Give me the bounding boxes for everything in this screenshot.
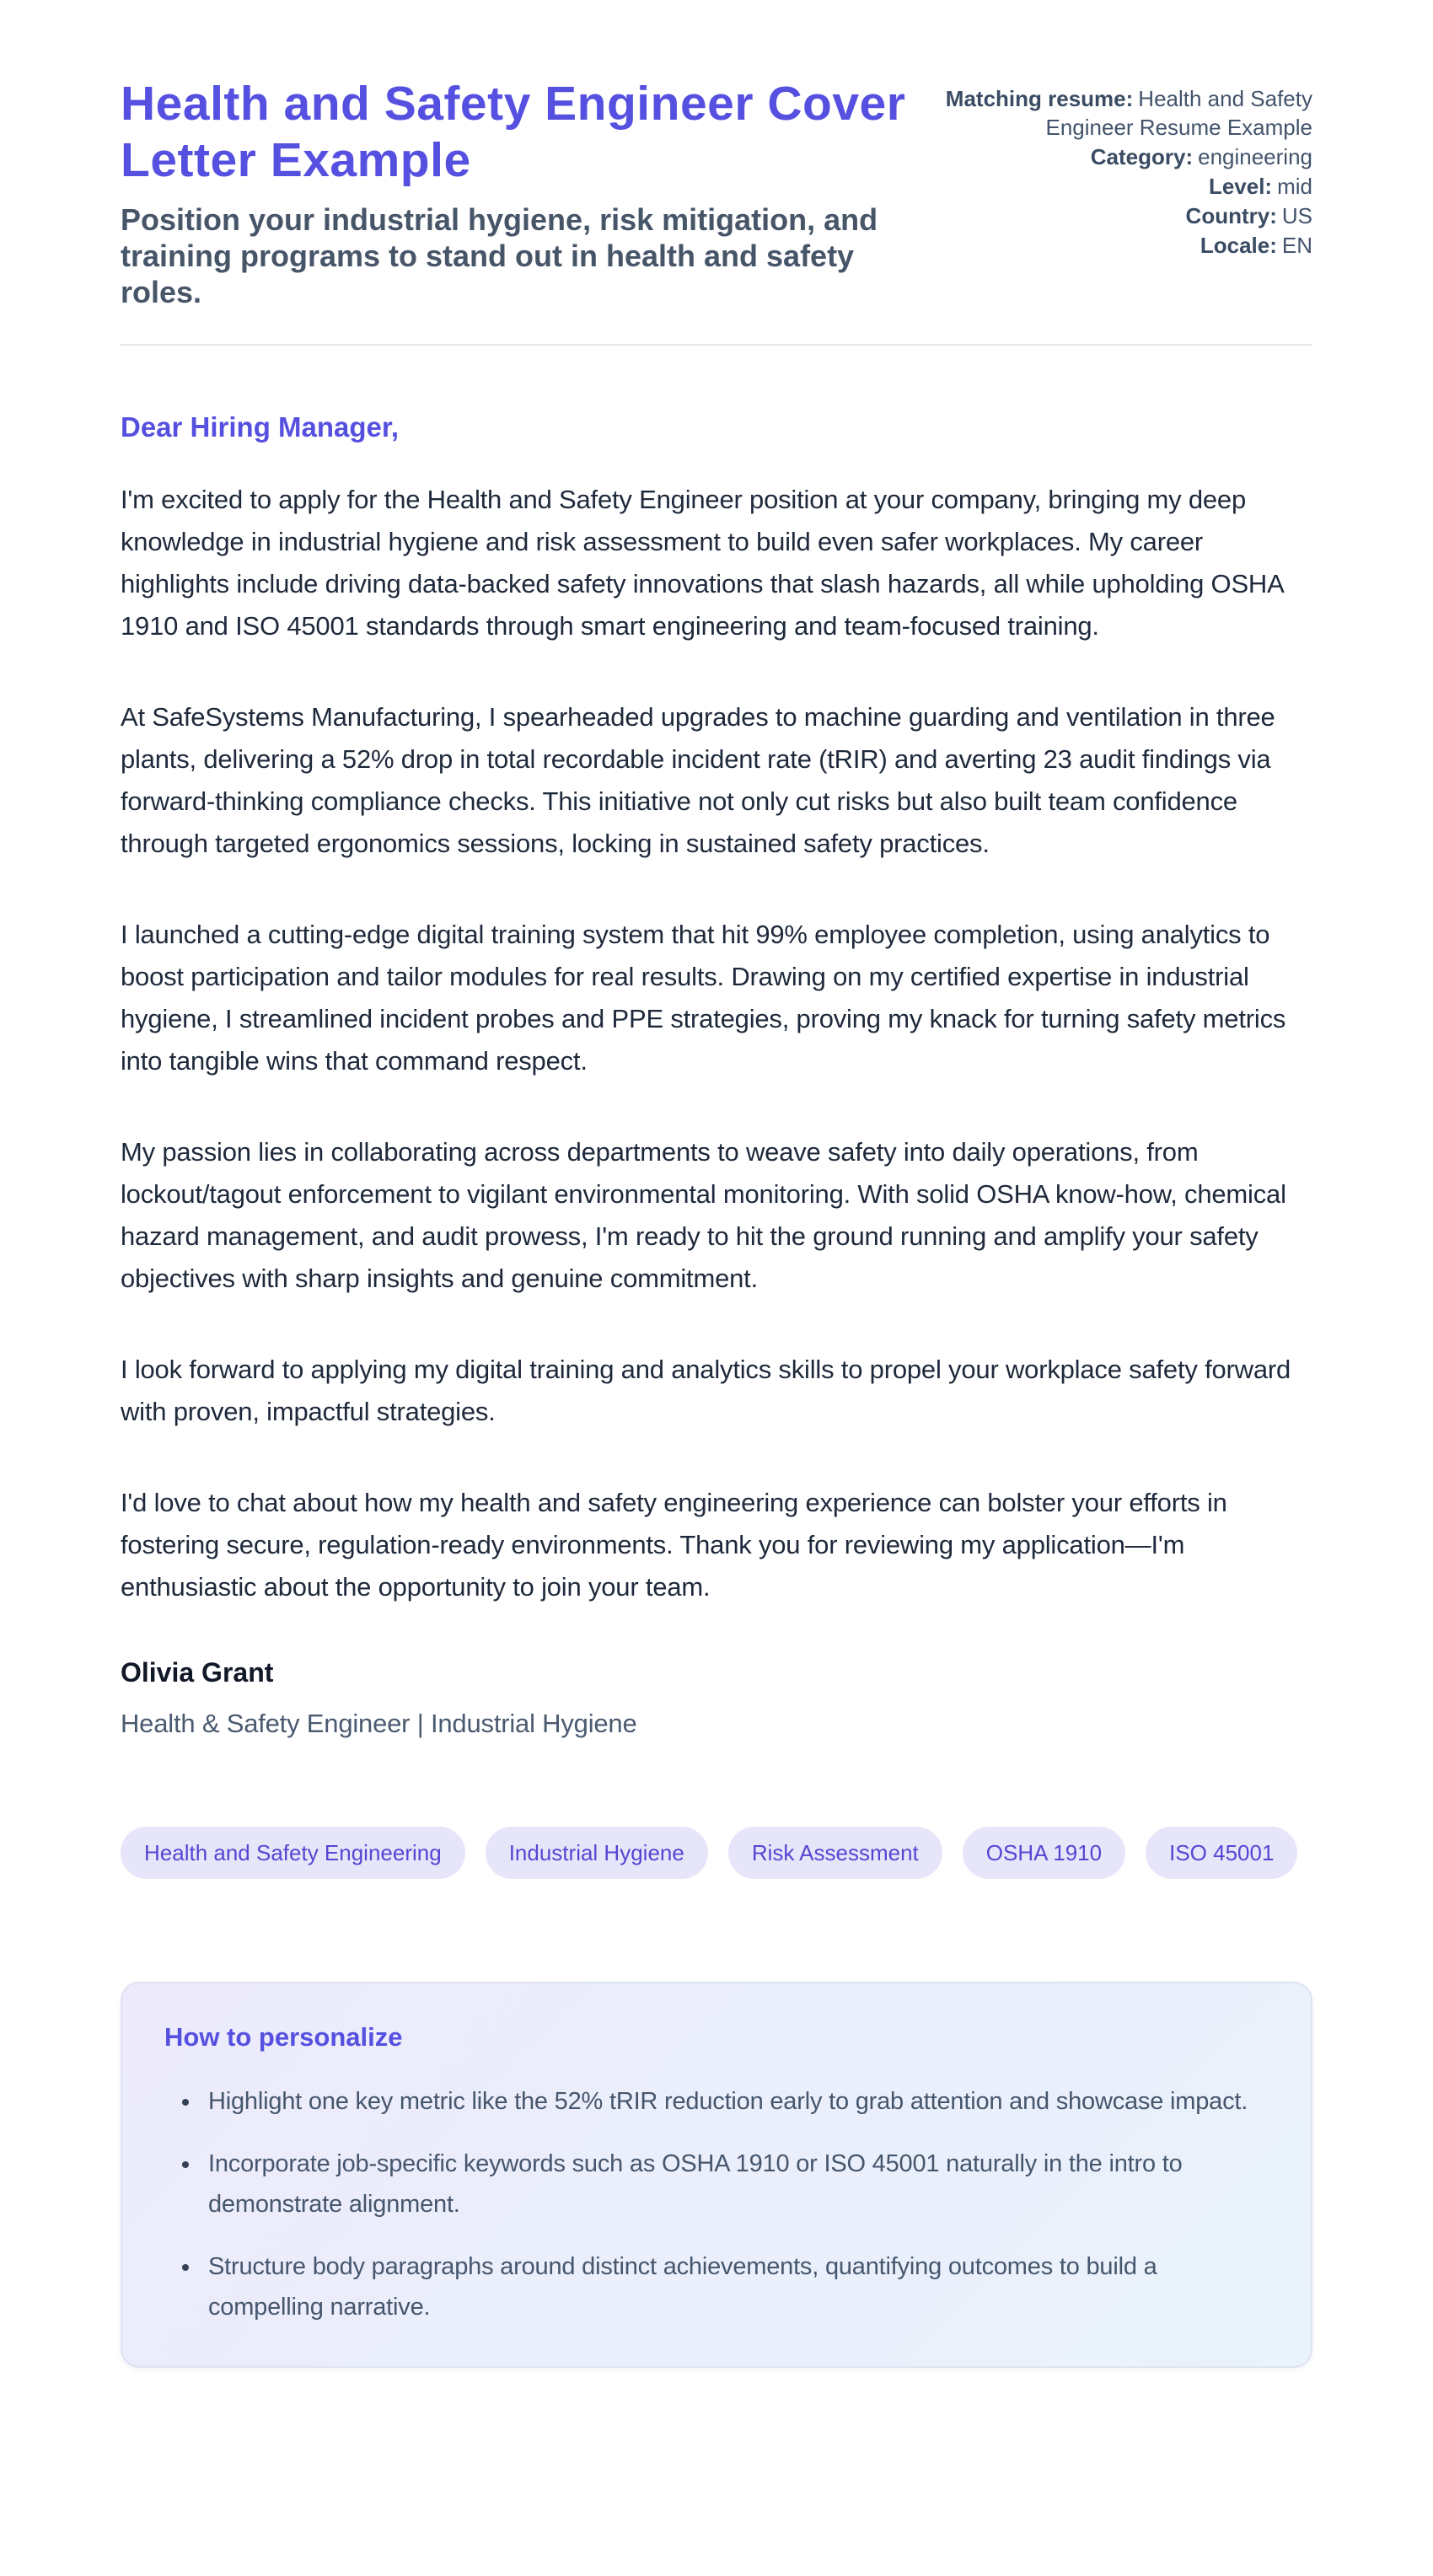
meta-value: Health and Safety Engineer Resume Example <box>1045 86 1312 140</box>
signature-title: Health & Safety Engineer | Industrial Hygiene <box>121 1709 637 1739</box>
tag-pill[interactable]: ISO 45001 <box>1146 1827 1297 1879</box>
tag-pill[interactable]: OSHA 1910 <box>963 1827 1125 1879</box>
meta-value: EN <box>1281 233 1312 258</box>
letter-body <box>121 411 1312 1739</box>
signature-name: Olivia Grant <box>121 1657 274 1688</box>
tag-list <box>121 1827 1312 1879</box>
meta-value: US <box>1281 203 1312 228</box>
letter-paragraph: My passion lies in collaborating across departments to weave safety into daily operations, from lockout/tagout enforcement to vigilant environmental monitoring. With solid OSHA know-how, chemical hazard management, and audit prowess, I'm ready to hit the ground running and amplify your safety objectives with sharp insights and genuine commitment. <box>121 1137 1286 1294</box>
meta-block <box>931 84 1312 260</box>
letter-paragraph: I launched a cutting-edge digital training system that hit 99% employee completion, using analytics to boost participation and tailor modules for real results. Drawing on my certified expertise in industrial hygiene, I streamlined incident probes and PPE strategies, proving my knack for turning safety metrics into tangible wins that command respect. <box>121 920 1286 1076</box>
tag-pill[interactable]: Industrial Hygiene <box>486 1827 708 1879</box>
tag-pill[interactable]: Health and Safety Engineering <box>121 1827 465 1879</box>
header-title-block <box>121 76 930 310</box>
meta-country <box>931 201 1312 230</box>
meta-category <box>931 142 1312 171</box>
letter-paragraph: I'd love to chat about how my health and safety engineering experience can bolster your efforts in fostering secure, regulation-ready environments. Thank you for reviewing my application—I'm enthusiastic about the opportunity to join your team. <box>121 1488 1227 1602</box>
page-subtitle: Position your industrial hygiene, risk mitigation, and training programs to stand out in health and safety roles. <box>121 201 878 309</box>
page-header <box>121 76 1312 310</box>
meta-locale <box>931 231 1312 260</box>
personalize-tip-list <box>164 2081 1269 2327</box>
meta-label: Category: <box>1090 144 1194 169</box>
salutation: Dear Hiring Manager, <box>121 411 400 443</box>
meta-label: Level: <box>1208 174 1273 199</box>
meta-value: mid <box>1277 174 1312 199</box>
personalize-heading: How to personalize <box>164 2022 403 2053</box>
meta-label: Matching resume: <box>945 86 1134 111</box>
page-title: Health and Safety Engineer Cover Letter Example <box>121 77 906 188</box>
header-divider <box>121 344 1312 346</box>
meta-level <box>931 172 1312 201</box>
letter-paragraph: I'm excited to apply for the Health and Safety Engineer position at your company, bringing my deep knowledge in industrial hygiene and risk assessment to build even safer workplaces. My career highlights include driving data-backed safety innovations that slash hazards, all while upholding OSHA 1910 and ISO 45001 standards through smart engineering and team-focused training. <box>121 485 1283 641</box>
letter-paragraph: At SafeSystems Manufacturing, I spearheaded upgrades to machine guarding and ventilation in three plants, delivering a 52% drop in total recordable incident rate (tRIR) and averting 23 audit findings via forward-thinking compliance checks. This initiative not only cut risks but also built team confidence through targeted ergonomics sessions, locking in sustained safety practices. <box>121 702 1275 859</box>
meta-label: Locale: <box>1200 233 1277 258</box>
letter-paragraph: I look forward to applying my digital training and analytics skills to propel your workplace safety forward with proven, impactful strategies. <box>121 1355 1291 1427</box>
meta-value: engineering <box>1198 144 1312 169</box>
meta-matching-resume <box>931 84 1312 142</box>
personalize-tip: • Highlight one key metric like the 52% tRIR reduction early to grab attention and showcase impact. <box>201 2081 1269 2122</box>
meta-label: Country: <box>1185 203 1277 228</box>
personalize-tip: • Structure body paragraphs around distinct achievements, quantifying outcomes to build a compelling narrative. <box>201 2246 1269 2327</box>
tag-pill[interactable]: Risk Assessment <box>728 1827 942 1879</box>
personalize-card <box>121 1982 1312 2368</box>
personalize-tip: • Incorporate job-specific keywords such as OSHA 1910 or ISO 45001 naturally in the intro to demonstrate alignment. <box>201 2144 1269 2224</box>
signature-block <box>121 1657 1312 1739</box>
